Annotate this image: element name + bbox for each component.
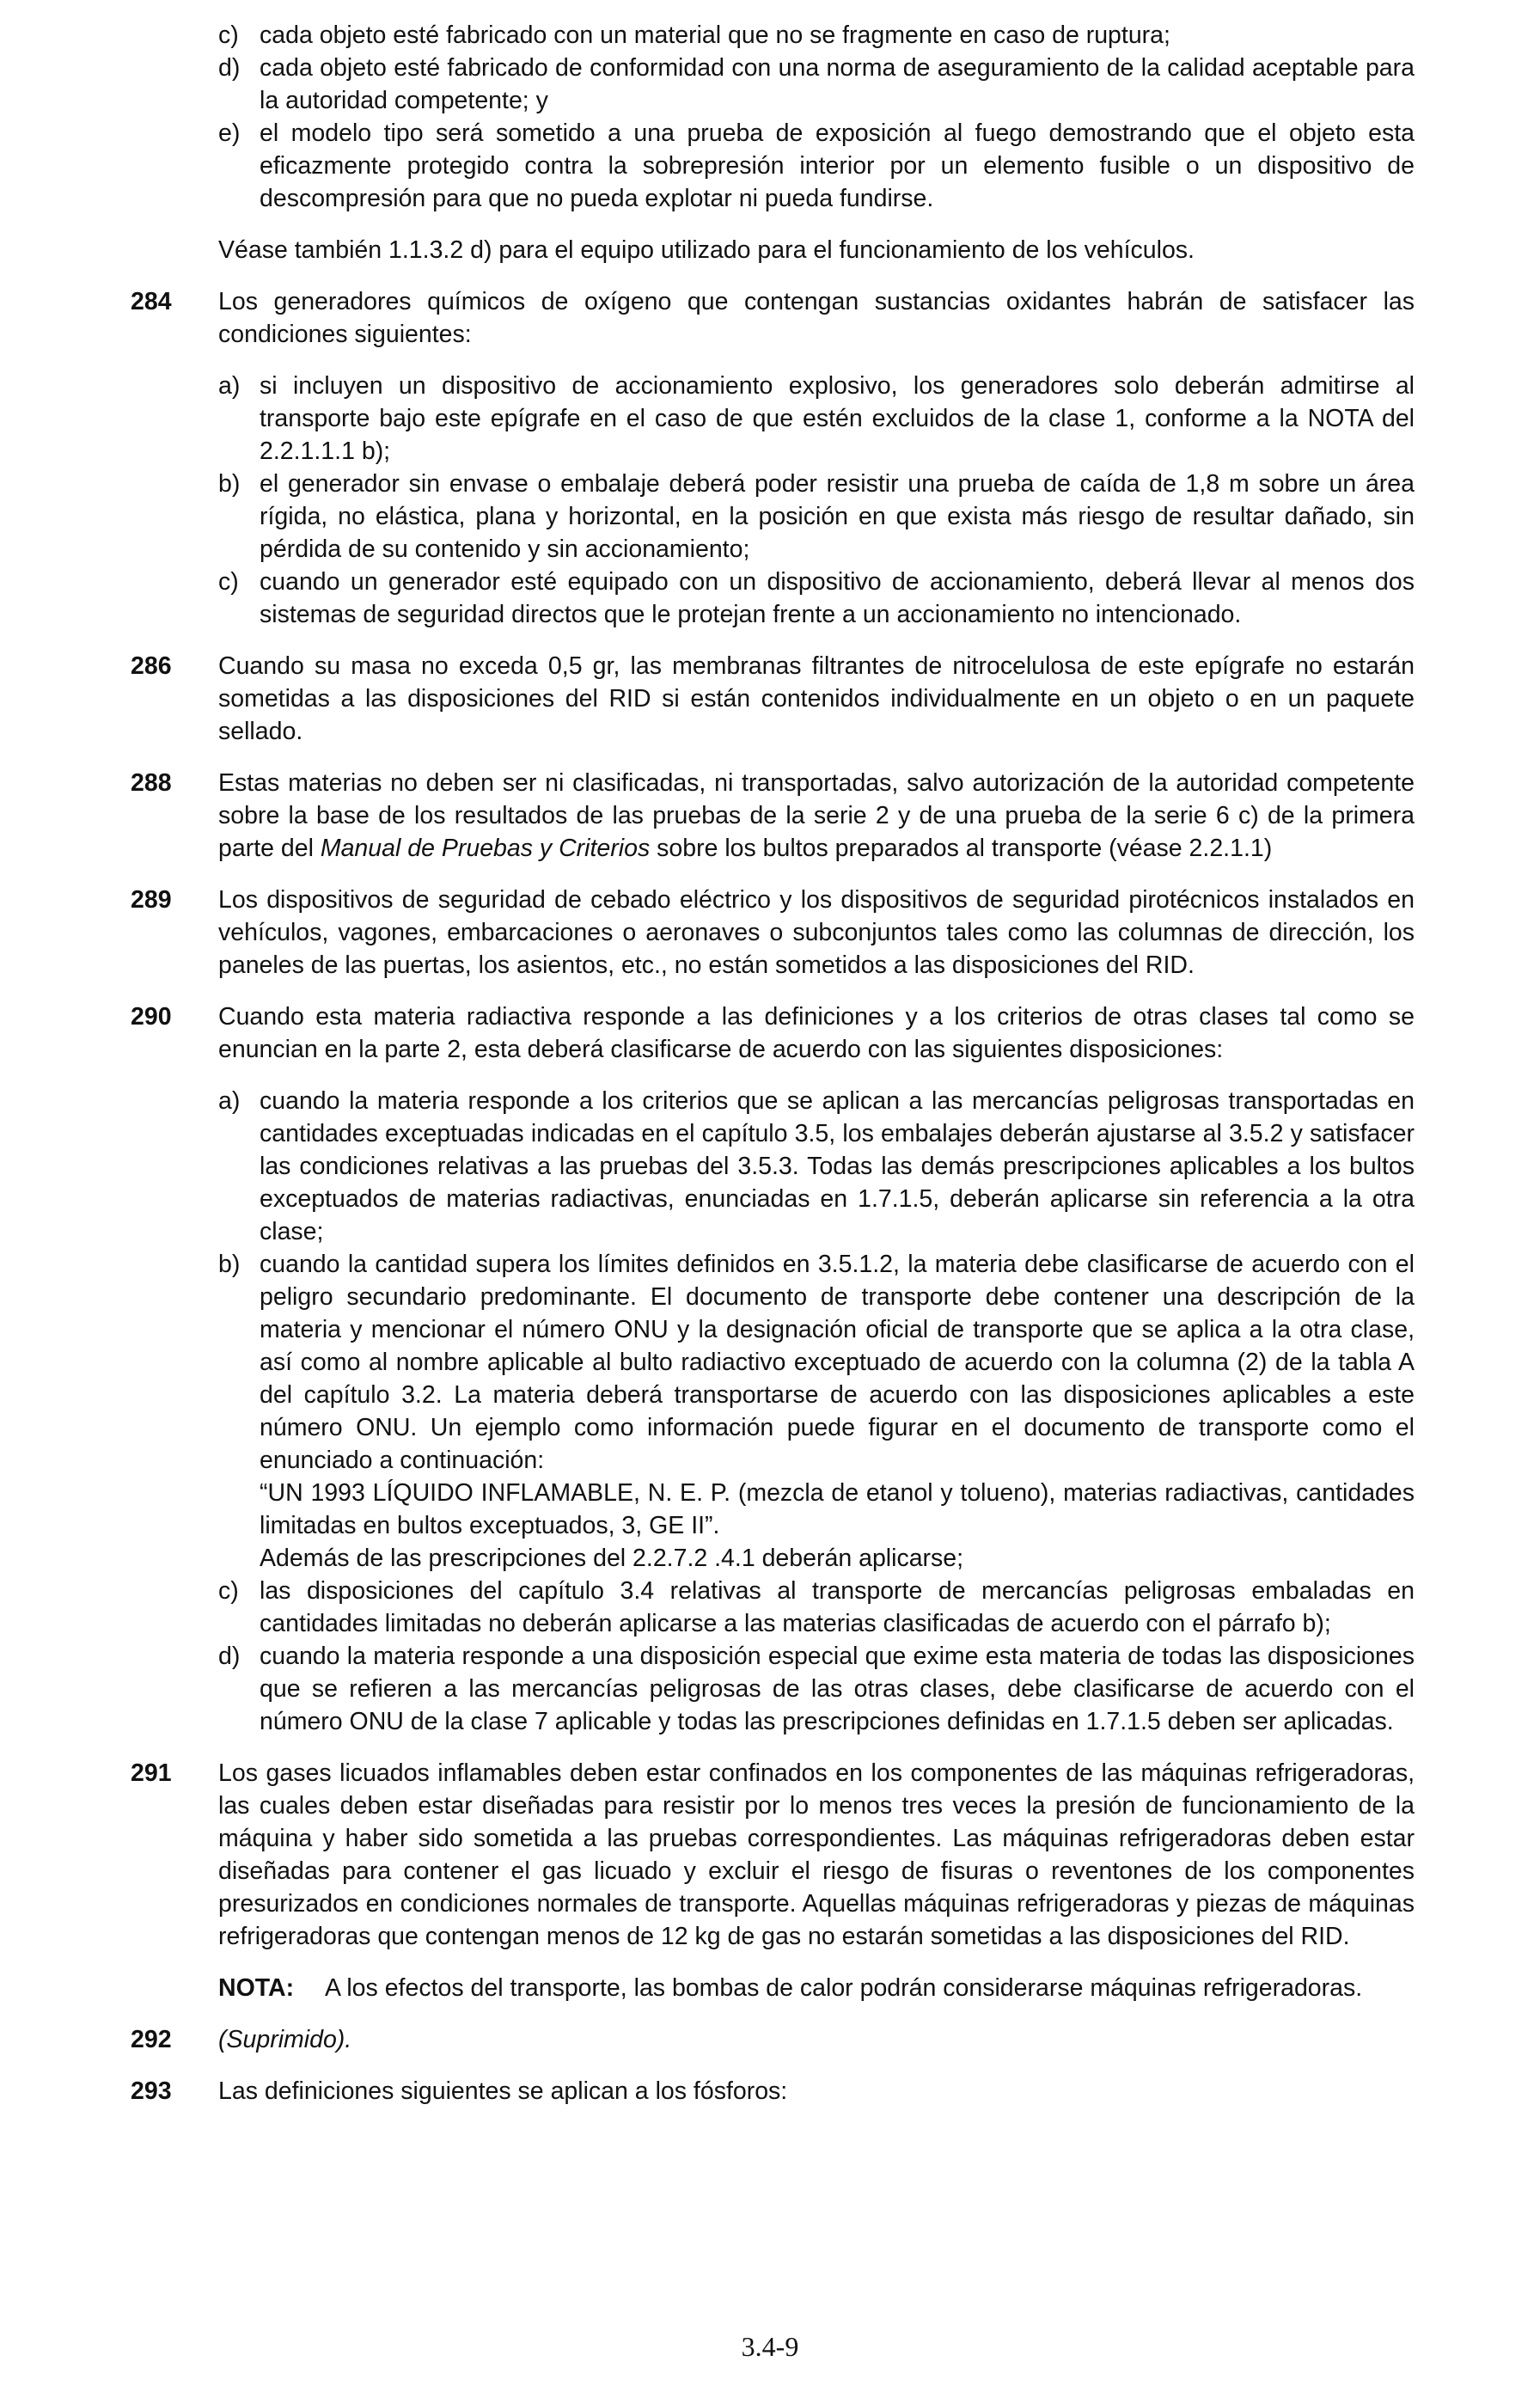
provision-number: 284 [131,288,172,315]
provision-288 [0,767,1540,865]
item-text: cada objeto esté fabricado de conformidad con una norma de aseguramiento de la calidad aceptable para la autoridad competente; y [260,54,1415,114]
item-label: c) [218,21,239,49]
provision-list [218,370,1415,631]
transport-document-example: “UN 1993 LÍQUIDO INFLAMABLE, N. E. P. (mezcla de etanol y tolueno), materias radiactivas, cantidades limitadas en bultos exceptuados, 3, GE II”. [260,1479,1415,1539]
list-item [218,1575,1415,1640]
list-item [218,19,1415,52]
nota-text: A los efectos del transporte, las bombas de calor podrán considerarse máquinas refrigeradoras. [325,1974,1363,2002]
nota-box [218,1972,1415,2004]
provision-number: 286 [131,652,172,680]
nota-label: NOTA: [218,1974,295,2002]
list-item [218,1085,1415,1248]
page-number: 3.4-9 [741,2331,799,2362]
provision-284 [0,285,1540,631]
item-text [260,1248,1415,1575]
item-label: d) [218,1643,241,1670]
item-text: las disposiciones del capítulo 3.4 relativas al transporte de mercancías peligrosas embaladas en cantidades limitadas no deberán aplicarse a las materias clasificadas de acuerdo con el párrafo b); [260,1577,1415,1637]
item-label: d) [218,54,241,82]
provision-text [218,767,1415,865]
item-text: cuando la materia responde a los criterios que se aplican a las mercancías peligrosas transportadas en cantidades exceptuadas indicadas en el capítulo 3.5, los embalajes deberán ajustarse al 3.5.2 y satisfacer las condiciones relativas a las pruebas del 3.5.3. Todas las demás prescripciones aplicables a los bultos exceptuados de materias radiactivas, enunciadas en 1.7.1.5, deberán aplicarse sin referencia a la otra clase; [260,1087,1415,1245]
provision-number: 289 [131,886,172,914]
item-text: si incluyen un dispositivo de accionamiento explosivo, los generadores solo deberán admitirse al transporte bajo este epígrafe en el caso de que estén excluidos de la clase 1, conforme a la NOTA del 2.2.1.1.1 b); [260,372,1415,465]
provision-text: Cuando esta materia radiactiva responde a las definiciones y a los criterios de otras clases tal como se enuncian en la parte 2, esta deberá clasificarse de acuerdo con las siguientes disposiciones: [218,1003,1415,1063]
continuation-list [218,19,1415,215]
provision-text: Los gases licuados inflamables deben estar confinados en los componentes de las máquinas refrigeradoras, las cuales deben estar diseñadas para resistir por lo menos tres veces la presión de funcionamiento de la máquina y haber sido sometida a las pruebas correspondientes. Las máquinas refrigeradoras deben estar diseñadas para contener el gas licuado y excluir el riesgo de fisuras o reventones de los componentes presurizados en condiciones normales de transporte. Aquellas máquinas refrigeradoras y piezas de máquinas refrigeradoras que contengan menos de 12 kg de gas no estarán sometidas a las disposiciones del RID. [218,1759,1415,1950]
item-b-text: cuando la cantidad supera los límites definidos en 3.5.1.2, la materia debe clasificarse de acuerdo con el peligro secundario predominante. El documento de transporte debe contener una descripción de la materia y mencionar el número ONU y la designación oficial de transporte que se aplica a la otra clase, así como al nombre aplicable al bulto radiactivo exceptuado de acuerdo con la columna (2) de la tabla A del capítulo 3.2. La materia deberá transportarse de acuerdo con las disposiciones aplicables a este número ONU. Un ejemplo como información puede figurar en el documento de transporte como el enunciado a continuación: [260,1251,1415,1474]
item-label: a) [218,1087,241,1115]
provision-number: 291 [131,1759,172,1787]
provision-number: 292 [131,2026,172,2053]
item-text: el generador sin envase o embalaje deberá poder resistir una prueba de caída de 1,8 m sobre un área rígida, no elástica, plana y horizontal, en la posición en que exista más riesgo de resultar dañado, sin pérdida de su contenido y sin accionamiento; [260,470,1415,563]
list-item [218,1640,1415,1738]
item-label: c) [218,1577,239,1605]
provision-text: Los dispositivos de seguridad de cebado eléctrico y los dispositivos de seguridad pirotécnicos instalados en vehículos, vagones, embarcaciones o aeronaves o subconjuntos tales como las columnas de dirección, los paneles de las puertas, los asientos, etc., no están sometidos a las disposiciones del RID. [218,886,1415,979]
item-label: c) [218,568,239,596]
provision-291 [0,1757,1540,2004]
list-item [218,370,1415,468]
item-b-extra: Además de las prescripciones del 2.2.7.2 .4.1 deberán aplicarse; [260,1545,964,1572]
list-item [218,117,1415,215]
item-label: e) [218,119,241,147]
provision-293 [0,2075,1540,2108]
text-segment: Estas materias no deben ser ni clasificadas, ni transportadas, salvo autorización de la autoridad competente sobre la base de los resultados de las pruebas de la serie 2 y de una prueba de la serie 6 c) de la primera parte del [218,769,1415,862]
list-item [218,468,1415,566]
item-text: cada objeto esté fabricado con un material que no se fragmente en caso de ruptura; [260,21,1170,49]
provision-number: 290 [131,1003,172,1031]
provision-289 [0,884,1540,982]
provision-text: Los generadores químicos de oxígeno que contengan sustancias oxidantes habrán de satisfacer las condiciones siguientes: [218,288,1415,348]
see-also-note: Véase también 1.1.3.2 d) para el equipo utilizado para el funcionamiento de los vehículos. [218,236,1195,264]
provision-text: Las definiciones siguientes se aplican a los fósforos: [218,2077,788,2105]
provision-286 [0,650,1540,748]
manual-title: Manual de Pruebas y Criterios [320,835,651,862]
provision-number: 288 [131,769,172,797]
provision-292 [0,2023,1540,2056]
item-label: b) [218,1251,241,1278]
provision-list [218,1085,1415,1738]
provision-290 [0,1000,1540,1738]
list-item [218,1248,1415,1575]
provision-text: Cuando su masa no exceda 0,5 gr, las membranas filtrantes de nitrocelulosa de este epígrafe no estarán sometidas a las disposiciones del RID si están contenidos individualmente en un objeto o en un paquete sellado. [218,652,1415,745]
item-label: a) [218,372,241,400]
provision-number: 293 [131,2077,172,2105]
item-text: cuando un generador esté equipado con un dispositivo de accionamiento, deberá llevar al menos dos sistemas de seguridad directos que le protejan frente a un accionamiento no intencionado. [260,568,1415,628]
document-page [0,19,1540,2126]
item-label: b) [218,470,241,498]
list-item [218,52,1415,117]
text-segment: sobre los bultos preparados al transporte (véase 2.2.1.1) [650,835,1273,862]
list-item [218,566,1415,631]
provision-text: (Suprimido). [218,2026,352,2053]
item-text: el modelo tipo será sometido a una prueba de exposición al fuego demostrando que el objeto esta eficazmente protegido contra la sobrepresión interior por un elemento fusible o un dispositivo de descompresión para que no pueda explotar ni pueda fundirse. [260,119,1415,212]
item-text: cuando la materia responde a una disposición especial que exime esta materia de todas las disposiciones que se refieren a las mercancías peligrosas de las otras clases, debe clasificarse de acuerdo con el número ONU de la clase 7 aplicable y todas las prescripciones definidas en 1.7.1.5 deben ser aplicadas. [260,1643,1415,1735]
